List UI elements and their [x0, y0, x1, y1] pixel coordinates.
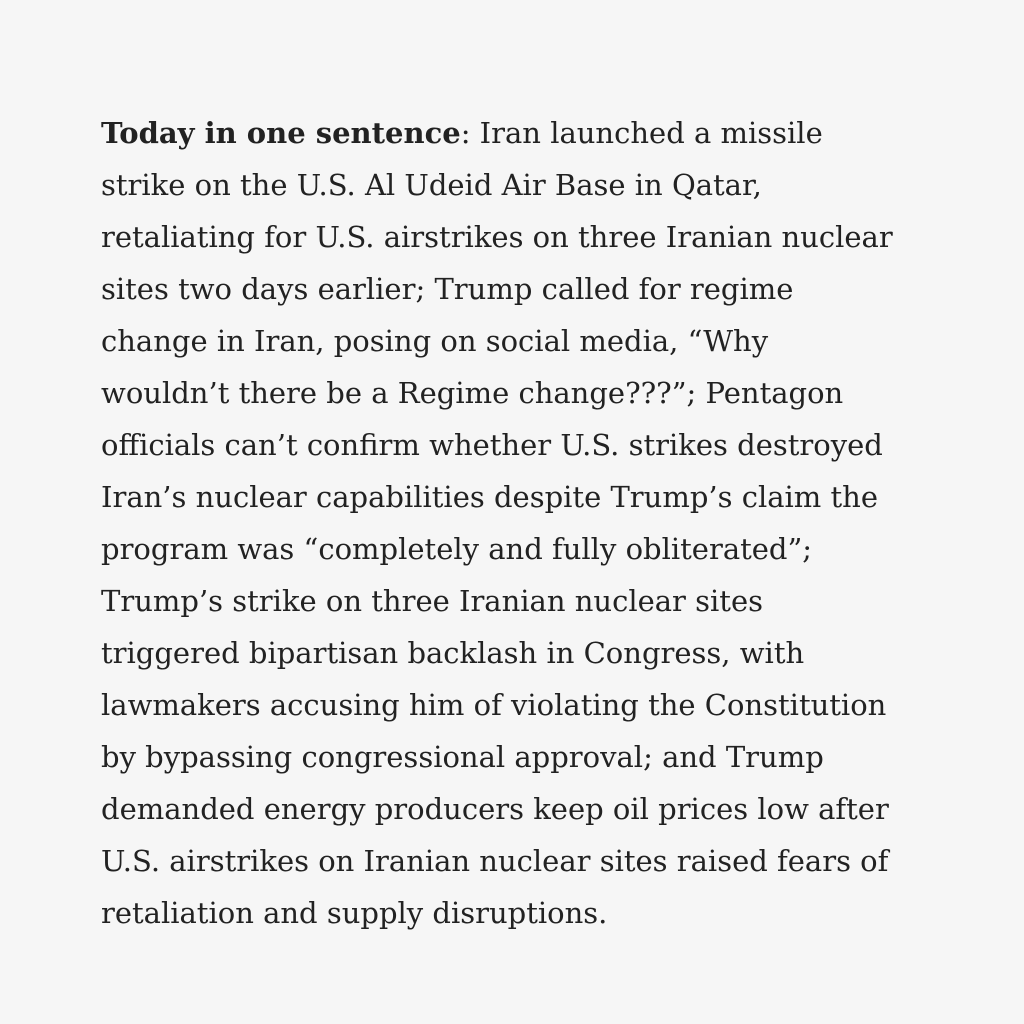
summary-line: wouldn’t there be a Regime change???”; Pentagon — [101, 376, 844, 410]
summary-line-text: Iran launched a missile — [470, 116, 823, 150]
summary-line: retaliating for U.S. airstrikes on three Iranian nuclear — [101, 220, 893, 254]
summary-lead-label: Today in one sentence — [101, 116, 461, 150]
summary-line: Iran’s nuclear capabilities despite Trump’s claim the — [101, 480, 879, 514]
summary-line: lawmakers accusing him of violating the Constitution — [101, 688, 887, 722]
summary-line: program was “completely and fully obliterated”; — [101, 532, 813, 566]
summary-line: change in Iran, posing on social media, “Why — [101, 324, 769, 358]
summary-paragraph — [101, 107, 931, 939]
summary-line: retaliation and supply disruptions. — [101, 896, 608, 930]
summary-lead-separator: : — [460, 116, 471, 150]
summary-line: sites two days earlier; Trump called for regime — [101, 272, 794, 306]
summary-line: demanded energy producers keep oil prices low after — [101, 792, 889, 826]
summary-line: strike on the U.S. Al Udeid Air Base in Qatar, — [101, 168, 762, 202]
summary-line: U.S. airstrikes on Iranian nuclear sites raised fears of — [101, 844, 889, 878]
summary-card — [101, 107, 931, 939]
summary-line: by bypassing congressional approval; and Trump — [101, 740, 824, 774]
summary-line: Trump’s strike on three Iranian nuclear sites — [101, 584, 763, 618]
summary-line: triggered bipartisan backlash in Congress, with — [101, 636, 805, 670]
summary-line: officials can’t confirm whether U.S. strikes destroyed — [101, 428, 883, 462]
summary-line — [101, 107, 931, 159]
